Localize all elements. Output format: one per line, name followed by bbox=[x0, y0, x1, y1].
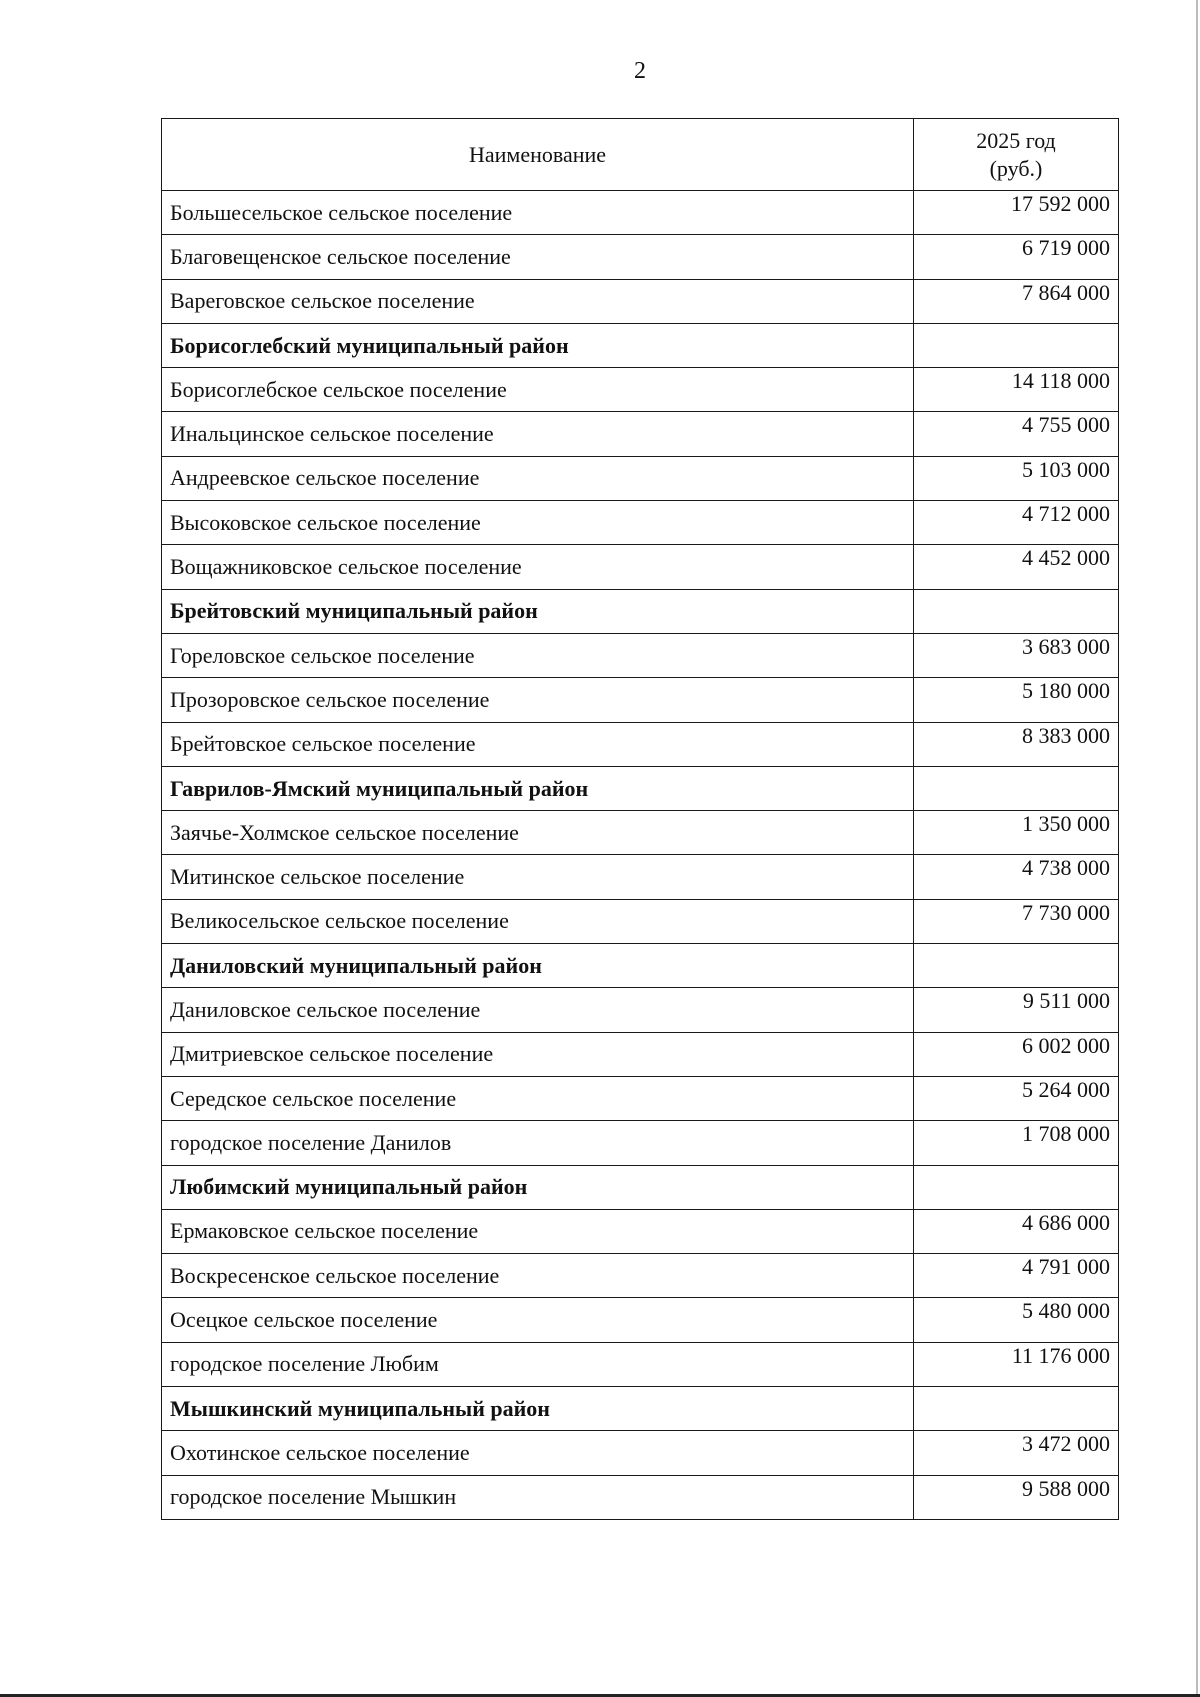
district-row bbox=[162, 944, 1119, 988]
district-row bbox=[162, 766, 1119, 810]
table-row bbox=[162, 855, 1119, 899]
amount-cell bbox=[914, 1165, 1119, 1209]
amount-cell: 9 588 000 bbox=[914, 1475, 1119, 1519]
amount-cell: 3 472 000 bbox=[914, 1431, 1119, 1475]
district-name: Борисоглебский муниципальный район bbox=[162, 323, 914, 367]
table-row bbox=[162, 235, 1119, 279]
settlement-name: Брейтовское сельское поселение bbox=[162, 722, 914, 766]
amount-cell: 7 730 000 bbox=[914, 899, 1119, 943]
district-row bbox=[162, 323, 1119, 367]
header-year: 2025 год bbox=[976, 127, 1056, 153]
scan-edge-right bbox=[1196, 0, 1198, 1697]
amount-cell: 11 176 000 bbox=[914, 1342, 1119, 1386]
table-row bbox=[162, 811, 1119, 855]
amount-cell: 5 103 000 bbox=[914, 456, 1119, 500]
district-name: Гаврилов-Ямский муниципальный район bbox=[162, 766, 914, 810]
header-year-unit bbox=[914, 119, 1119, 191]
settlement-name: Ермаковское сельское поселение bbox=[162, 1209, 914, 1253]
table-row bbox=[162, 988, 1119, 1032]
amount-cell: 14 118 000 bbox=[914, 368, 1119, 412]
amount-cell: 5 480 000 bbox=[914, 1298, 1119, 1342]
settlement-name: Благовещенское сельское поселение bbox=[162, 235, 914, 279]
district-name: Любимский муниципальный район bbox=[162, 1165, 914, 1209]
settlement-name: Прозоровское сельское поселение bbox=[162, 678, 914, 722]
settlement-name: Даниловское сельское поселение bbox=[162, 988, 914, 1032]
table-row bbox=[162, 678, 1119, 722]
amount-cell: 1 708 000 bbox=[914, 1121, 1119, 1165]
amount-cell: 4 712 000 bbox=[914, 501, 1119, 545]
table-body bbox=[162, 191, 1119, 1520]
settlement-name: Большесельское сельское поселение bbox=[162, 191, 914, 235]
amount-cell: 1 350 000 bbox=[914, 811, 1119, 855]
district-row bbox=[162, 1165, 1119, 1209]
table-row bbox=[162, 1298, 1119, 1342]
table-row bbox=[162, 633, 1119, 677]
settlement-name: Охотинское сельское поселение bbox=[162, 1431, 914, 1475]
table-row bbox=[162, 1076, 1119, 1120]
settlement-name: Митинское сельское поселение bbox=[162, 855, 914, 899]
settlement-name: Высоковское сельское поселение bbox=[162, 501, 914, 545]
settlement-name: Вареговское сельское поселение bbox=[162, 279, 914, 323]
table-row bbox=[162, 1254, 1119, 1298]
table-row bbox=[162, 545, 1119, 589]
table-row bbox=[162, 279, 1119, 323]
amount-cell bbox=[914, 944, 1119, 988]
district-name: Мышкинский муниципальный район bbox=[162, 1387, 914, 1431]
amount-cell: 4 452 000 bbox=[914, 545, 1119, 589]
table-row bbox=[162, 1032, 1119, 1076]
table-row bbox=[162, 722, 1119, 766]
table-row bbox=[162, 1342, 1119, 1386]
amount-cell bbox=[914, 589, 1119, 633]
amount-cell: 3 683 000 bbox=[914, 633, 1119, 677]
header-row bbox=[162, 119, 1119, 191]
amount-cell: 4 755 000 bbox=[914, 412, 1119, 456]
settlement-name: Дмитриевское сельское поселение bbox=[162, 1032, 914, 1076]
amount-cell: 6 002 000 bbox=[914, 1032, 1119, 1076]
amount-cell: 8 383 000 bbox=[914, 722, 1119, 766]
table-row bbox=[162, 1209, 1119, 1253]
district-row bbox=[162, 589, 1119, 633]
table-row bbox=[162, 1431, 1119, 1475]
table-header bbox=[162, 119, 1119, 191]
table-row bbox=[162, 1121, 1119, 1165]
settlement-name: городское поселение Любим bbox=[162, 1342, 914, 1386]
district-name: Даниловский муниципальный район bbox=[162, 944, 914, 988]
page-number: 2 bbox=[634, 58, 646, 84]
district-name: Брейтовский муниципальный район bbox=[162, 589, 914, 633]
amount-cell bbox=[914, 323, 1119, 367]
table-row bbox=[162, 899, 1119, 943]
settlement-name: Осецкое сельское поселение bbox=[162, 1298, 914, 1342]
settlement-name: Андреевское сельское поселение bbox=[162, 456, 914, 500]
settlement-name: Заячье-Холмское сельское поселение bbox=[162, 811, 914, 855]
district-row bbox=[162, 1387, 1119, 1431]
settlement-name: Гореловское сельское поселение bbox=[162, 633, 914, 677]
settlement-name: городское поселение Данилов bbox=[162, 1121, 914, 1165]
settlement-name: Середское сельское поселение bbox=[162, 1076, 914, 1120]
table-row bbox=[162, 368, 1119, 412]
table-row bbox=[162, 456, 1119, 500]
amount-cell: 4 791 000 bbox=[914, 1254, 1119, 1298]
settlement-name: Инальцинское сельское поселение bbox=[162, 412, 914, 456]
table-row bbox=[162, 501, 1119, 545]
amount-cell: 9 511 000 bbox=[914, 988, 1119, 1032]
settlement-name: городское поселение Мышкин bbox=[162, 1475, 914, 1519]
amount-cell: 6 719 000 bbox=[914, 235, 1119, 279]
settlement-name: Воскресенское сельское поселение bbox=[162, 1254, 914, 1298]
amount-cell: 5 264 000 bbox=[914, 1076, 1119, 1120]
settlement-name: Вощажниковское сельское поселение bbox=[162, 545, 914, 589]
table-row bbox=[162, 1475, 1119, 1519]
amount-cell bbox=[914, 766, 1119, 810]
amount-cell: 4 686 000 bbox=[914, 1209, 1119, 1253]
amount-cell: 5 180 000 bbox=[914, 678, 1119, 722]
settlement-name: Борисоглебское сельское поселение bbox=[162, 368, 914, 412]
header-unit: (руб.) bbox=[989, 155, 1043, 181]
amount-cell: 7 864 000 bbox=[914, 279, 1119, 323]
amount-cell bbox=[914, 1387, 1119, 1431]
table-row bbox=[162, 191, 1119, 235]
budget-table bbox=[161, 118, 1119, 1520]
header-name: Наименование bbox=[162, 119, 914, 191]
table-row bbox=[162, 412, 1119, 456]
settlement-name: Великосельское сельское поселение bbox=[162, 899, 914, 943]
amount-cell: 17 592 000 bbox=[914, 191, 1119, 235]
amount-cell: 4 738 000 bbox=[914, 855, 1119, 899]
